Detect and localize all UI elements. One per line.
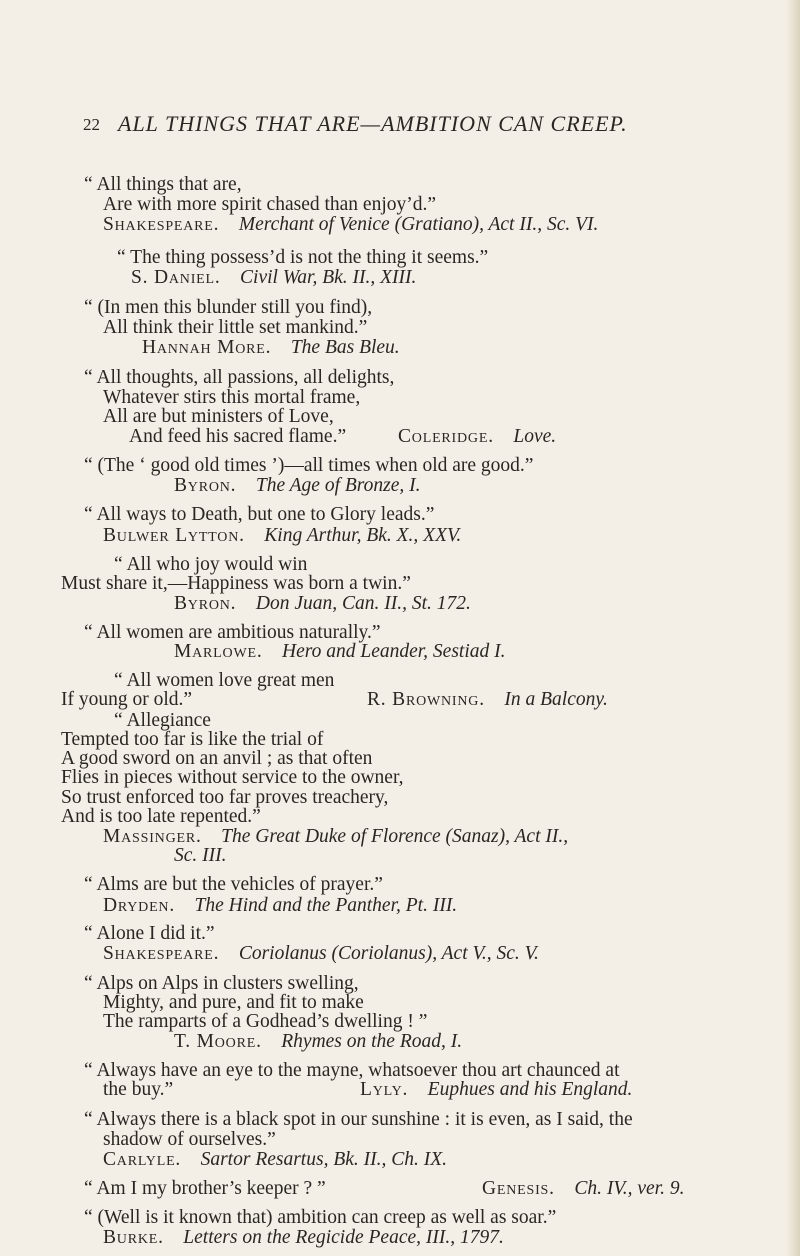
page-number: 22 (83, 115, 100, 134)
page-header (0, 111, 800, 145)
work-title: Sartor Resartus, Bk. II., Ch. IX. (200, 1149, 448, 1170)
quote-line: “ All women love great men (114, 670, 335, 691)
author-name: Hannah More. (142, 337, 272, 358)
quote-attribution (174, 475, 421, 497)
work-title: The Hind and the Panther, Pt. III. (194, 895, 458, 916)
quote-line: “ Allegiance (114, 710, 211, 731)
author-name: Byron. (174, 475, 237, 496)
quote-line: “ Am I my brother’s keeper ? ” (84, 1178, 326, 1199)
quote-line: Flies in pieces without service to the owner, (61, 767, 404, 788)
author-name: Massinger. (103, 826, 202, 847)
work-title: The Age of Bronze, I. (255, 475, 421, 496)
quote-attribution (367, 689, 608, 711)
quote-line: the buy.” (103, 1079, 174, 1100)
quote-line: If young or old.” (61, 689, 193, 710)
author-name: Coleridge. (398, 426, 494, 447)
quote-line: “ All women are ambitious naturally.” (84, 622, 381, 643)
work-title: Ch. IV., ver. 9. (574, 1178, 685, 1199)
quote-attribution (174, 1031, 462, 1053)
quote-line: shadow of ourselves.” (103, 1129, 276, 1150)
quote-line: Tempted too far is like the trial of (61, 729, 324, 750)
quote-line: “ All thoughts, all passions, all delights, (84, 367, 395, 388)
quote-line: “ The thing possess’d is not the thing it seems.” (117, 247, 489, 268)
quote-line: And is too late repented.” (61, 806, 261, 827)
work-title: The Great Duke of Florence (Sanaz), Act II., (221, 826, 569, 847)
author-name: Shakespeare. (103, 943, 220, 964)
quote-attribution (103, 525, 461, 547)
quote-line: “ Always there is a black spot in our sunshine : it is even, as I said, the (84, 1109, 633, 1130)
author-name: S. Daniel. (131, 267, 221, 288)
quote-line: “ All things that are, (84, 174, 242, 195)
quote-line: “ Always have an eye to the mayne, whatsoever thou art chaunced at (84, 1060, 620, 1081)
quote-attribution (131, 267, 416, 289)
work-title: King Arthur, Bk. X., XXV. (264, 525, 462, 546)
quote-line: Mighty, and pure, and fit to make (103, 992, 364, 1013)
quote-line: “ All ways to Death, but one to Glory leads.” (84, 504, 435, 525)
author-name: R. Browning. (367, 689, 485, 710)
author-name: T. Moore. (174, 1031, 262, 1052)
quote-attribution (174, 593, 471, 615)
quote-attribution (482, 1178, 684, 1200)
author-name: Lyly. (360, 1079, 409, 1100)
running-title: ALL THINGS THAT ARE—AMBITION CAN CREEP. (118, 111, 628, 136)
quote-line: Are with more spirit chased than enjoy’d.” (103, 194, 437, 215)
quote-line: “ Alone I did it.” (84, 923, 215, 944)
author-name: Byron. (174, 593, 237, 614)
quote-line: The ramparts of a Godhead’s dwelling ! ” (103, 1011, 428, 1032)
quote-attribution (142, 337, 400, 359)
quote-attribution (103, 826, 568, 848)
work-title: Civil War, Bk. II., XIII. (240, 267, 417, 288)
quote-attribution (103, 1227, 504, 1249)
quote-line: All think their little set mankind.” (103, 317, 368, 338)
page-edge-shadow (786, 0, 800, 1256)
work-title: Hero and Leander, Sestiad I. (282, 641, 506, 662)
author-name: Dryden. (103, 895, 176, 916)
work-title: The Bas Bleu. (290, 337, 400, 358)
quote-attribution (174, 641, 506, 663)
quote-attribution (103, 943, 539, 965)
quote-line: Whatever stirs this mortal frame, (103, 387, 361, 408)
quote-line: “ All who joy would win (114, 554, 308, 575)
quote-line: And feed his sacred flame.” (129, 426, 347, 447)
quote-line: “ Alps on Alps in clusters swelling, (84, 973, 359, 994)
work-title: Euphues and his England. (427, 1079, 633, 1100)
author-name: Marlowe. (174, 641, 263, 662)
quote-line: “ (Well is it known that) ambition can creep as well as soar.” (84, 1207, 557, 1228)
author-name: Genesis. (482, 1178, 555, 1199)
quote-line: All are but ministers of Love, (103, 406, 334, 427)
author-name: Carlyle. (103, 1149, 182, 1170)
quote-line: A good sword on an anvil ; as that often (61, 748, 373, 769)
quote-attribution (103, 1149, 447, 1171)
work-title: Rhymes on the Road, I. (281, 1031, 463, 1052)
quote-attribution (398, 426, 556, 448)
author-name: Shakespeare. (103, 214, 220, 235)
work-title: In a Balcony. (504, 689, 608, 710)
work-title-continued: Sc. III. (174, 845, 227, 866)
author-name: Burke. (103, 1227, 164, 1248)
work-title: Don Juan, Can. II., St. 172. (255, 593, 471, 614)
quote-line: “ (In men this blunder still you find), (84, 297, 373, 318)
author-name: Bulwer Lytton. (103, 525, 245, 546)
work-title: Merchant of Venice (Gratiano), Act II., Sc. VI. (238, 214, 599, 235)
work-title: Coriolanus (Coriolanus), Act V., Sc. V. (238, 943, 539, 964)
work-title: Letters on the Regicide Peace, III., 1797. (183, 1227, 504, 1248)
quote-line: Must share it,—Happiness was born a twin.” (61, 573, 411, 594)
work-title: Love. (513, 426, 557, 447)
quote-attribution (360, 1079, 632, 1101)
quote-attribution (103, 895, 457, 917)
quote-line: “ (The ‘ good old times ’)—all times when old are good.” (84, 455, 534, 476)
quote-attribution (103, 214, 598, 236)
quote-line: “ Alms are but the vehicles of prayer.” (84, 874, 383, 895)
quote-line: So trust enforced too far proves treachery, (61, 787, 389, 808)
